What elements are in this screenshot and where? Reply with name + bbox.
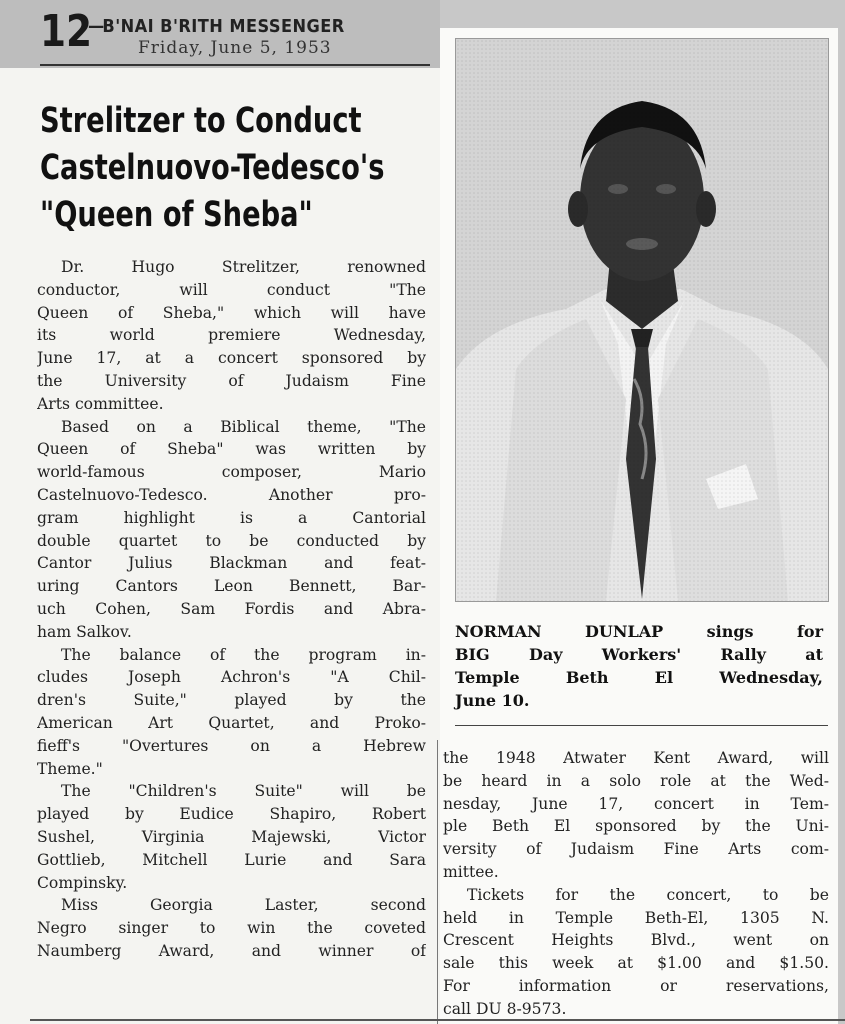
text-line: the University of Judaism Fine xyxy=(37,371,426,390)
text-line: conductor, will conduct "The xyxy=(37,280,426,299)
text-line: held in Temple Beth-El, 1305 N. xyxy=(443,908,829,927)
text-line: Negro singer to win the coveted xyxy=(37,919,426,938)
text-line: The balance of the program in- xyxy=(61,645,426,664)
text-line: Crescent Heights Blvd., went on xyxy=(443,931,829,950)
text-line: The "Children's Suite" will be xyxy=(61,782,426,801)
text-line: Based on a Biblical theme, "The xyxy=(61,417,426,436)
text-line: Cantor Julius Blackman and feat- xyxy=(37,554,426,573)
text-line: uring Cantors Leon Bennett, Bar- xyxy=(37,577,426,596)
photo-caption xyxy=(455,620,823,712)
text-line: world-famous composer, Mario xyxy=(37,463,426,482)
caption-rule xyxy=(455,725,828,726)
bottom-rule xyxy=(30,1019,845,1021)
column-divider xyxy=(437,740,438,1024)
text-line: Compinsky. xyxy=(37,873,128,892)
article-headline xyxy=(40,98,385,239)
caption-line: BIG Day Workers' Rally at xyxy=(455,645,823,664)
text-line: Queen of Sheba" was written by xyxy=(37,440,426,459)
masthead xyxy=(0,0,440,68)
text-line: nesday, June 17, concert in Tem- xyxy=(443,794,829,813)
text-line: Dr. Hugo Strelitzer, renowned xyxy=(61,258,426,276)
publication-title: B'NAI B'RITH MESSENGER xyxy=(102,16,345,37)
headline-line: Strelitzer to Conduct xyxy=(40,101,362,141)
text-line: June 17, at a concert sponsored by xyxy=(37,349,426,368)
page-number: 12 xyxy=(40,6,93,57)
headline-line: Castelnuovo-Tedesco's xyxy=(40,148,385,188)
text-line: be heard in a solo role at the Wed- xyxy=(443,771,829,790)
text-line: versity of Judaism Fine Arts com- xyxy=(443,840,829,859)
text-line: Castelnuovo-Tedesco. Another pro- xyxy=(37,485,426,504)
caption-line: NORMAN DUNLAP sings for xyxy=(455,622,823,641)
article-left-column xyxy=(37,256,426,963)
text-line: dren's Suite," played by the xyxy=(37,691,426,710)
publication-name: —B'NAI B'RITH MESSENGER xyxy=(88,16,345,37)
text-line: Arts committee. xyxy=(37,394,164,413)
article-right-column xyxy=(443,747,829,1021)
headline-line: "Queen of Sheba" xyxy=(40,195,313,235)
text-line: cludes Joseph Achron's "A Chil- xyxy=(37,668,426,687)
masthead-rule xyxy=(40,64,430,66)
text-line: For information or reservations, xyxy=(443,976,829,995)
caption-line: Temple Beth El Wednesday, xyxy=(455,668,823,687)
text-line: gram highlight is a Cantorial xyxy=(37,508,426,527)
text-line: played by Eudice Shapiro, Robert xyxy=(37,805,426,824)
text-line: Miss Georgia Laster, second xyxy=(61,896,426,915)
text-line: American Art Quartet, and Proko- xyxy=(37,713,426,732)
text-line: call DU 8-9573. xyxy=(443,999,567,1018)
text-line: Sushel, Virginia Majewski, Victor xyxy=(37,827,426,846)
text-line: ham Salkov. xyxy=(37,622,132,641)
text-line: Naumberg Award, and winner of xyxy=(37,941,426,960)
text-line: uch Cohen, Sam Fordis and Abra- xyxy=(37,599,426,618)
text-line: Queen of Sheba," which will have xyxy=(37,303,426,322)
caption-line: June 10. xyxy=(455,691,530,710)
text-line: the 1948 Atwater Kent Award, will xyxy=(443,749,829,767)
portrait-photo xyxy=(455,38,829,602)
text-line: double quartet to be conducted by xyxy=(37,531,426,550)
text-line: ple Beth El sponsored by the Uni- xyxy=(443,817,829,836)
portrait-illustration xyxy=(456,39,828,601)
publication-date: Friday, June 5, 1953 xyxy=(138,38,332,58)
text-line: Theme." xyxy=(37,759,103,778)
text-line: Tickets for the concert, to be xyxy=(467,885,829,904)
text-line: fieff's "Overtures on a Hebrew xyxy=(37,736,426,755)
text-line: mittee. xyxy=(443,862,499,881)
text-line: its world premiere Wednesday, xyxy=(37,326,426,345)
text-line: sale this week at $1.00 and $1.50. xyxy=(443,954,829,973)
text-line: Gottlieb, Mitchell Lurie and Sara xyxy=(37,850,426,869)
